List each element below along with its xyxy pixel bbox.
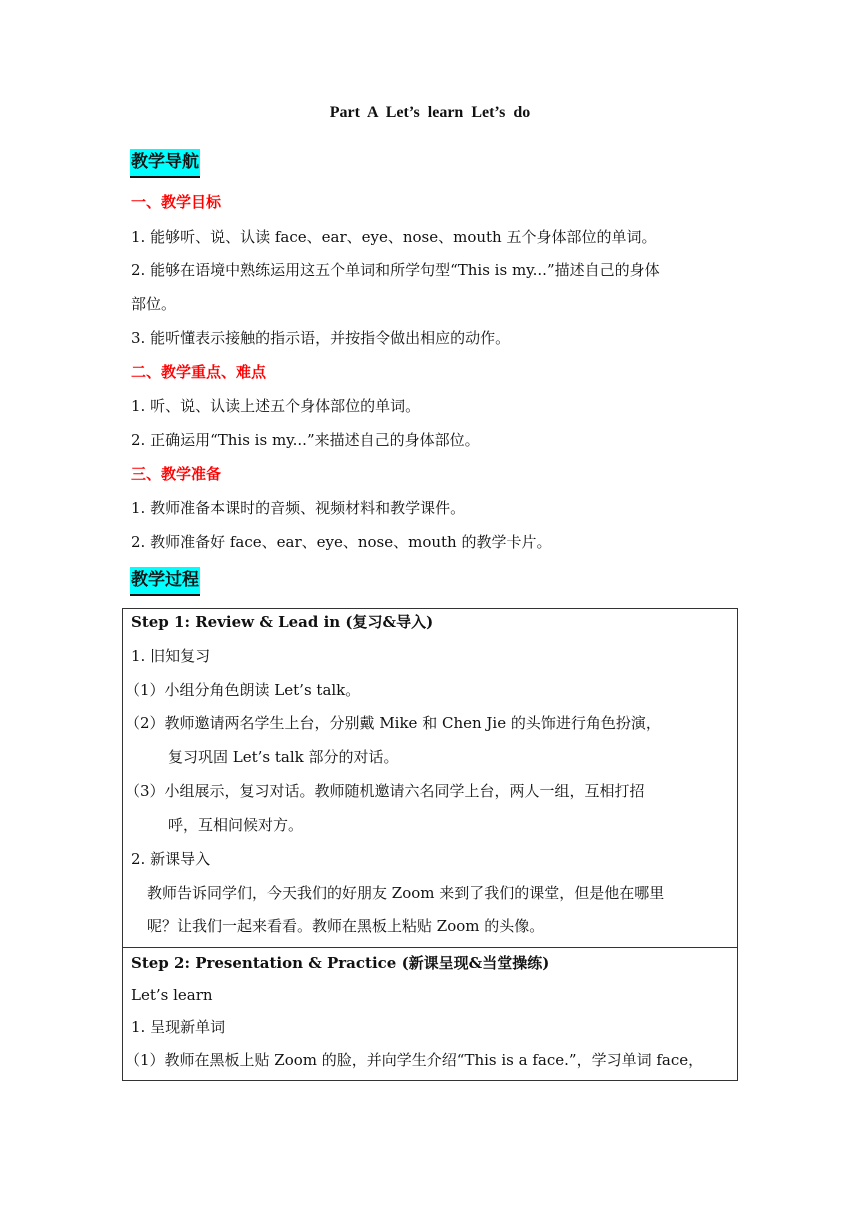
- step-line: 呼，互相问候对方。: [168, 816, 304, 834]
- section-banner-nav: 教学导航: [130, 149, 200, 178]
- step-line: Let’s learn: [131, 986, 213, 1004]
- step-line: （1）小组分角色朗读 Let’s talk。: [125, 681, 361, 699]
- key-point-item: 1. 听、说、认读上述五个身体部位的单词。: [131, 397, 421, 415]
- step-line: 呢？让我们一起来看看。教师在黑板上粘贴 Zoom 的头像。: [147, 917, 545, 935]
- goal-item: 3. 能听懂表示接触的指示语，并按指令做出相应的动作。: [131, 329, 511, 347]
- goals-heading: 一、教学目标: [131, 193, 222, 211]
- section-banner-process: 教学过程: [130, 567, 200, 596]
- key-point-item: 2. 正确运用“This is my...”来描述自己的身体部位。: [131, 431, 480, 449]
- preparation-heading: 三、教学准备: [131, 465, 222, 483]
- goal-item: 2. 能够在语境中熟练运用这五个单词和所学句型“This is my...”描述自己的身体: [131, 261, 660, 279]
- step-line: （3）小组展示，复习对话。教师随机邀请六名同学上台，两人一组，互相打招: [125, 782, 645, 800]
- step-line: 1. 旧知复习: [131, 647, 211, 665]
- key-points-heading: 二、教学重点、难点: [131, 363, 267, 381]
- goal-item: 部位。: [131, 295, 177, 313]
- step-line: 复习巩固 Let’s talk 部分的对话。: [168, 748, 399, 766]
- page-title: Part A Let’s learn Let’s do: [329, 104, 531, 121]
- step-line: 教师告诉同学们，今天我们的好朋友 Zoom 来到了我们的课堂，但是他在哪里: [147, 884, 665, 902]
- step-line: （2）教师邀请两名学生上台，分别戴 Mike 和 Chen Jie 的头饰进行角色扮演，: [125, 714, 661, 732]
- steps-table: [122, 608, 738, 1081]
- step-line: 1. 呈现新单词: [131, 1018, 226, 1036]
- step-cell: [123, 948, 738, 1081]
- preparation-item: 1. 教师准备本课时的音频、视频材料和教学课件。: [131, 499, 466, 517]
- step-heading: Step 1: Review & Lead in (复习&导入): [131, 613, 434, 631]
- step-cell: [123, 609, 738, 948]
- step-heading: Step 2: Presentation & Practice (新课呈现&当堂操练): [131, 954, 550, 972]
- preparation-item: 2. 教师准备好 face、ear、eye、nose、mouth 的教学卡片。: [131, 533, 552, 551]
- step-line: （1）教师在黑板上贴 Zoom 的脸，并向学生介绍“This is a face.”，学习单词 face，: [125, 1051, 704, 1069]
- goal-item: 1. 能够听、说、认读 face、ear、eye、nose、mouth 五个身体部位的单词。: [131, 228, 657, 246]
- step-line: 2. 新课导入: [131, 850, 211, 868]
